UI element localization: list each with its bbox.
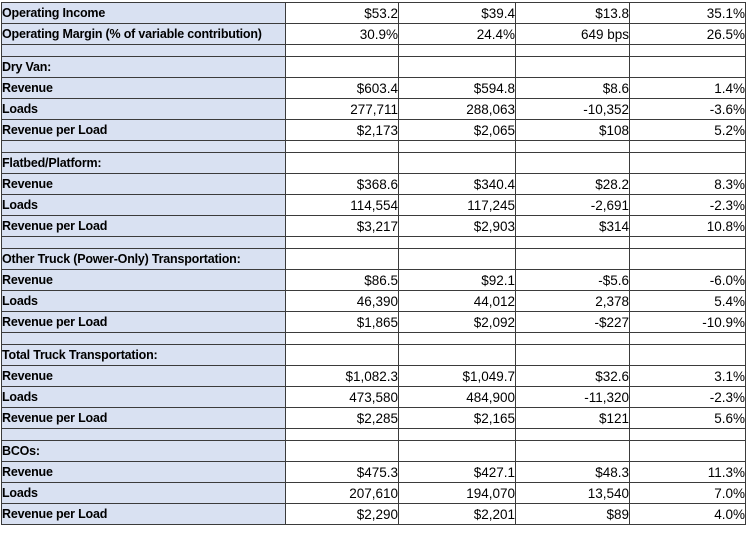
value-cell[interactable]: -2.3% xyxy=(630,387,746,408)
row-label-cell[interactable]: Revenue per Load xyxy=(2,408,286,429)
table-row xyxy=(2,174,746,195)
value-cell[interactable]: -10.9% xyxy=(630,312,746,333)
value-cell[interactable]: 2,378 xyxy=(516,291,630,312)
value-cell[interactable]: $427.1 xyxy=(399,462,516,483)
row-label-cell[interactable]: Loads xyxy=(2,291,286,312)
value-cell[interactable] xyxy=(630,429,746,441)
value-cell[interactable]: $314 xyxy=(516,216,630,237)
value-cell[interactable] xyxy=(516,345,630,366)
value-cell[interactable]: -$5.6 xyxy=(516,270,630,291)
value-cell[interactable]: $2,290 xyxy=(286,504,399,525)
row-label-cell[interactable]: Revenue xyxy=(2,78,286,99)
row-label-cell[interactable]: Loads xyxy=(2,195,286,216)
table-row xyxy=(2,3,746,24)
value-cell[interactable]: $340.4 xyxy=(399,174,516,195)
value-cell[interactable]: $39.4 xyxy=(399,3,516,24)
row-label-cell[interactable] xyxy=(2,237,286,249)
table-row xyxy=(2,270,746,291)
row-label-cell[interactable]: Revenue xyxy=(2,462,286,483)
table-row xyxy=(2,366,746,387)
value-cell[interactable]: 649 bps xyxy=(516,24,630,45)
value-cell[interactable]: $2,903 xyxy=(399,216,516,237)
value-cell[interactable] xyxy=(286,441,399,462)
value-cell[interactable]: 5.4% xyxy=(630,291,746,312)
value-cell[interactable]: 7.0% xyxy=(630,483,746,504)
table-row xyxy=(2,333,746,345)
value-cell[interactable]: -2.3% xyxy=(630,195,746,216)
section-header-cell[interactable]: Other Truck (Power-Only) Transportation: xyxy=(2,249,286,270)
value-cell[interactable]: 24.4% xyxy=(399,24,516,45)
value-cell[interactable]: -$227 xyxy=(516,312,630,333)
value-cell[interactable] xyxy=(516,45,630,57)
value-cell[interactable] xyxy=(399,141,516,153)
value-cell[interactable]: $2,173 xyxy=(286,120,399,141)
value-cell[interactable] xyxy=(286,45,399,57)
table-row xyxy=(2,57,746,78)
value-cell[interactable]: 30.9% xyxy=(286,24,399,45)
table-row xyxy=(2,99,746,120)
value-cell[interactable]: $121 xyxy=(516,408,630,429)
value-cell[interactable]: $2,285 xyxy=(286,408,399,429)
value-cell[interactable]: -11,320 xyxy=(516,387,630,408)
value-cell[interactable] xyxy=(286,57,399,78)
row-label-cell[interactable]: Revenue per Load xyxy=(2,504,286,525)
value-cell[interactable] xyxy=(516,141,630,153)
value-cell[interactable] xyxy=(630,237,746,249)
value-cell[interactable]: $86.5 xyxy=(286,270,399,291)
row-label-cell[interactable]: Revenue xyxy=(2,174,286,195)
value-cell[interactable] xyxy=(399,237,516,249)
value-cell[interactable] xyxy=(516,57,630,78)
value-cell[interactable] xyxy=(630,249,746,270)
table-row xyxy=(2,345,746,366)
table-row xyxy=(2,312,746,333)
value-cell[interactable] xyxy=(286,249,399,270)
value-cell[interactable]: $594.8 xyxy=(399,78,516,99)
value-cell[interactable]: $92.1 xyxy=(399,270,516,291)
value-cell[interactable]: $89 xyxy=(516,504,630,525)
value-cell[interactable]: 44,012 xyxy=(399,291,516,312)
value-cell[interactable] xyxy=(399,153,516,174)
value-cell[interactable] xyxy=(516,153,630,174)
table-row xyxy=(2,78,746,99)
value-cell[interactable]: $475.3 xyxy=(286,462,399,483)
value-cell[interactable] xyxy=(399,441,516,462)
value-cell[interactable] xyxy=(516,429,630,441)
value-cell[interactable] xyxy=(516,249,630,270)
value-cell[interactable] xyxy=(630,345,746,366)
row-label-cell[interactable]: Revenue xyxy=(2,270,286,291)
value-cell[interactable]: 26.5% xyxy=(630,24,746,45)
value-cell[interactable] xyxy=(399,45,516,57)
value-cell[interactable] xyxy=(630,141,746,153)
table-row xyxy=(2,45,746,57)
value-cell[interactable]: 194,070 xyxy=(399,483,516,504)
value-cell[interactable]: 1.4% xyxy=(630,78,746,99)
value-cell[interactable]: 288,063 xyxy=(399,99,516,120)
section-header-cell[interactable]: Dry Van: xyxy=(2,57,286,78)
value-cell[interactable] xyxy=(516,237,630,249)
section-header-cell[interactable]: BCOs: xyxy=(2,441,286,462)
value-cell[interactable]: $2,065 xyxy=(399,120,516,141)
row-label-cell[interactable] xyxy=(2,333,286,345)
value-cell[interactable]: $368.6 xyxy=(286,174,399,195)
value-cell[interactable]: $1,865 xyxy=(286,312,399,333)
table-row xyxy=(2,216,746,237)
value-cell[interactable]: $2,092 xyxy=(399,312,516,333)
value-cell[interactable]: -2,691 xyxy=(516,195,630,216)
value-cell[interactable]: 277,711 xyxy=(286,99,399,120)
value-cell[interactable] xyxy=(630,153,746,174)
value-cell[interactable]: 114,554 xyxy=(286,195,399,216)
value-cell[interactable]: 35.1% xyxy=(630,3,746,24)
value-cell[interactable] xyxy=(286,345,399,366)
section-header-cell[interactable]: Total Truck Transportation: xyxy=(2,345,286,366)
row-label-cell[interactable]: Revenue xyxy=(2,366,286,387)
value-cell[interactable]: $2,201 xyxy=(399,504,516,525)
table-row xyxy=(2,462,746,483)
table-row xyxy=(2,504,746,525)
value-cell[interactable]: 117,245 xyxy=(399,195,516,216)
value-cell[interactable]: 207,610 xyxy=(286,483,399,504)
row-label-cell[interactable] xyxy=(2,429,286,441)
value-cell[interactable] xyxy=(630,441,746,462)
value-cell[interactable]: 46,390 xyxy=(286,291,399,312)
table-row xyxy=(2,441,746,462)
row-label-cell[interactable] xyxy=(2,45,286,57)
row-label-cell[interactable]: Loads xyxy=(2,99,286,120)
value-cell[interactable]: $28.2 xyxy=(516,174,630,195)
table-row xyxy=(2,408,746,429)
value-cell[interactable] xyxy=(399,345,516,366)
value-cell[interactable] xyxy=(630,45,746,57)
value-cell[interactable] xyxy=(286,153,399,174)
table-row xyxy=(2,291,746,312)
row-label-cell[interactable]: Operating Income xyxy=(2,3,286,24)
value-cell[interactable]: $603.4 xyxy=(286,78,399,99)
value-cell[interactable] xyxy=(286,333,399,345)
value-cell[interactable]: -10,352 xyxy=(516,99,630,120)
row-label-cell[interactable]: Loads xyxy=(2,483,286,504)
value-cell[interactable]: $32.6 xyxy=(516,366,630,387)
value-cell[interactable] xyxy=(399,429,516,441)
row-label-cell[interactable]: Revenue per Load xyxy=(2,120,286,141)
row-label-cell[interactable]: Loads xyxy=(2,387,286,408)
value-cell[interactable] xyxy=(286,429,399,441)
value-cell[interactable]: 4.0% xyxy=(630,504,746,525)
table-row xyxy=(2,195,746,216)
value-cell[interactable]: $13.8 xyxy=(516,3,630,24)
section-header-cell[interactable]: Flatbed/Platform: xyxy=(2,153,286,174)
table-row xyxy=(2,24,746,45)
value-cell[interactable] xyxy=(630,333,746,345)
table-row xyxy=(2,249,746,270)
value-cell[interactable]: 3.1% xyxy=(630,366,746,387)
value-cell[interactable]: 11.3% xyxy=(630,462,746,483)
value-cell[interactable]: $48.3 xyxy=(516,462,630,483)
value-cell[interactable]: -6.0% xyxy=(630,270,746,291)
value-cell[interactable]: 13,540 xyxy=(516,483,630,504)
value-cell[interactable] xyxy=(286,141,399,153)
table-row xyxy=(2,387,746,408)
row-label-cell[interactable] xyxy=(2,141,286,153)
table-row xyxy=(2,120,746,141)
value-cell[interactable] xyxy=(399,57,516,78)
value-cell[interactable]: 5.2% xyxy=(630,120,746,141)
table-row xyxy=(2,237,746,249)
table-row xyxy=(2,483,746,504)
value-cell[interactable] xyxy=(399,333,516,345)
value-cell[interactable] xyxy=(630,57,746,78)
value-cell[interactable] xyxy=(516,333,630,345)
value-cell[interactable]: 8.3% xyxy=(630,174,746,195)
row-label-cell[interactable]: Operating Margin (% of variable contribution) xyxy=(2,24,286,45)
value-cell[interactable]: $53.2 xyxy=(286,3,399,24)
value-cell[interactable]: $1,082.3 xyxy=(286,366,399,387)
table-body xyxy=(2,3,746,525)
value-cell[interactable]: $2,165 xyxy=(399,408,516,429)
value-cell[interactable]: 484,900 xyxy=(399,387,516,408)
table-row xyxy=(2,141,746,153)
value-cell[interactable]: $8.6 xyxy=(516,78,630,99)
value-cell[interactable]: 5.6% xyxy=(630,408,746,429)
table-row xyxy=(2,153,746,174)
value-cell[interactable]: -3.6% xyxy=(630,99,746,120)
value-cell[interactable] xyxy=(286,237,399,249)
value-cell[interactable]: 473,580 xyxy=(286,387,399,408)
value-cell[interactable] xyxy=(516,441,630,462)
row-label-cell[interactable]: Revenue per Load xyxy=(2,312,286,333)
value-cell[interactable]: $108 xyxy=(516,120,630,141)
value-cell[interactable]: $3,217 xyxy=(286,216,399,237)
financial-metrics-table xyxy=(1,2,746,525)
value-cell[interactable]: $1,049.7 xyxy=(399,366,516,387)
value-cell[interactable]: 10.8% xyxy=(630,216,746,237)
value-cell[interactable] xyxy=(399,249,516,270)
table-row xyxy=(2,429,746,441)
row-label-cell[interactable]: Revenue per Load xyxy=(2,216,286,237)
